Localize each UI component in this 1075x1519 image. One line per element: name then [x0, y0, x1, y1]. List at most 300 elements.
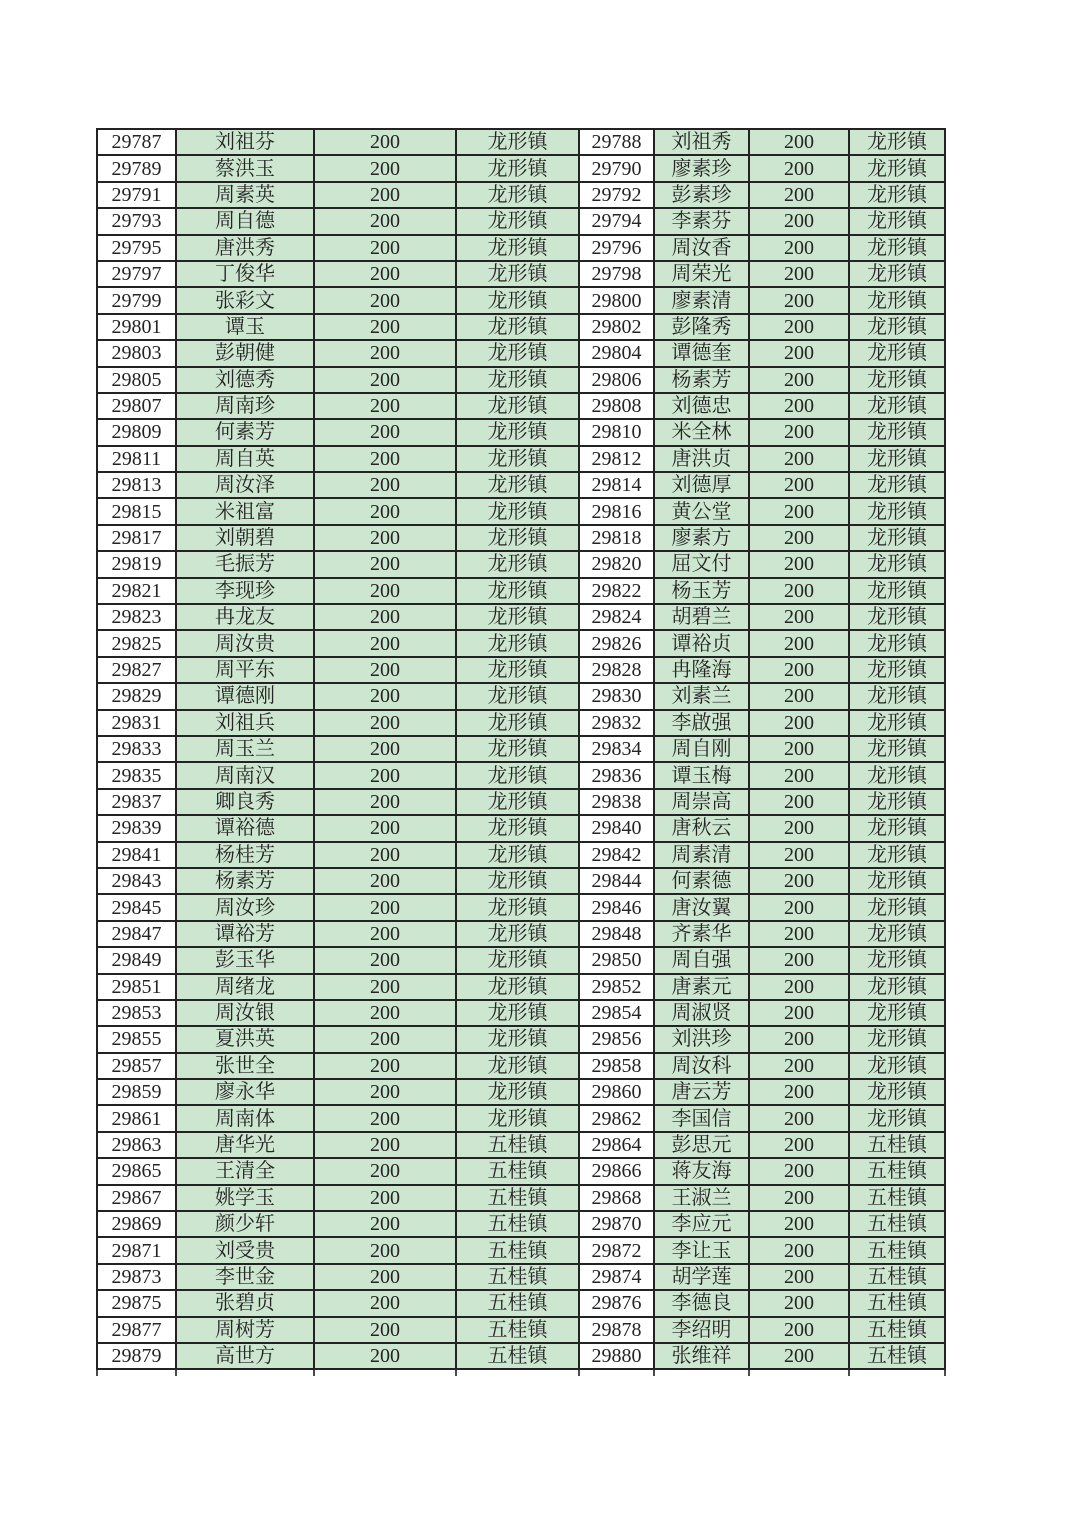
person-name-cell: 张维祥	[654, 1343, 749, 1369]
record-id-cell: 29853	[97, 1000, 176, 1026]
amount-cell: 200	[749, 578, 849, 604]
town-cell: 龙形镇	[456, 367, 579, 393]
amount-cell: 200	[314, 1343, 456, 1369]
town-cell: 龙形镇	[456, 1053, 579, 1079]
table-row	[97, 1079, 945, 1105]
person-name-cell: 刘德秀	[176, 367, 314, 393]
record-id-cell: 29859	[97, 1079, 176, 1105]
record-id-cell: 29791	[97, 182, 176, 208]
person-name-cell: 周自刚	[654, 736, 749, 762]
person-name-cell: 李世金	[176, 1264, 314, 1290]
next-page-column-border-stub	[848, 1370, 850, 1376]
person-name-cell: 谭德奎	[654, 340, 749, 366]
person-name-cell: 周汝泽	[176, 472, 314, 498]
amount-cell: 200	[314, 894, 456, 920]
record-id-cell: 29876	[579, 1290, 654, 1316]
town-cell: 龙形镇	[456, 894, 579, 920]
person-name-cell: 周崇高	[654, 789, 749, 815]
amount-cell: 200	[314, 393, 456, 419]
town-cell: 龙形镇	[849, 551, 945, 577]
record-id-cell: 29848	[579, 921, 654, 947]
record-id-cell: 29840	[579, 815, 654, 841]
town-cell: 龙形镇	[849, 657, 945, 683]
amount-cell: 200	[749, 815, 849, 841]
table-row	[97, 921, 945, 947]
amount-cell: 200	[314, 155, 456, 181]
amount-cell: 200	[749, 340, 849, 366]
amount-cell: 200	[314, 1132, 456, 1158]
record-id-cell: 29833	[97, 736, 176, 762]
town-cell: 龙形镇	[456, 446, 579, 472]
table-row	[97, 974, 945, 1000]
record-id-cell: 29862	[579, 1105, 654, 1131]
record-id-cell: 29798	[579, 261, 654, 287]
table-row	[97, 446, 945, 472]
record-id-cell: 29860	[579, 1079, 654, 1105]
record-id-cell: 29870	[579, 1211, 654, 1237]
record-id-cell: 29811	[97, 446, 176, 472]
person-name-cell: 廖永华	[176, 1079, 314, 1105]
amount-cell: 200	[749, 894, 849, 920]
amount-cell: 200	[749, 1317, 849, 1343]
ledger-table-container	[96, 128, 946, 1377]
person-name-cell: 杨素芳	[176, 868, 314, 894]
table-row	[97, 1317, 945, 1343]
town-cell: 龙形镇	[456, 498, 579, 524]
amount-cell: 200	[314, 736, 456, 762]
amount-cell: 200	[314, 1264, 456, 1290]
town-cell: 龙形镇	[456, 657, 579, 683]
amount-cell: 200	[749, 1053, 849, 1079]
record-id-cell: 29878	[579, 1317, 654, 1343]
amount-cell: 200	[314, 868, 456, 894]
town-cell: 五桂镇	[849, 1132, 945, 1158]
town-cell: 龙形镇	[456, 419, 579, 445]
town-cell: 龙形镇	[456, 578, 579, 604]
record-id-cell: 29807	[97, 393, 176, 419]
record-id-cell: 29868	[579, 1185, 654, 1211]
table-row	[97, 1343, 945, 1369]
amount-cell: 200	[749, 129, 849, 155]
amount-cell: 200	[749, 1158, 849, 1184]
amount-cell: 200	[314, 472, 456, 498]
amount-cell: 200	[314, 1000, 456, 1026]
record-id-cell: 29809	[97, 419, 176, 445]
town-cell: 五桂镇	[456, 1317, 579, 1343]
table-row	[97, 340, 945, 366]
town-cell: 龙形镇	[849, 894, 945, 920]
person-name-cell: 周玉兰	[176, 736, 314, 762]
record-id-cell: 29863	[97, 1132, 176, 1158]
town-cell: 龙形镇	[849, 947, 945, 973]
record-id-cell: 29816	[579, 498, 654, 524]
person-name-cell: 彭朝健	[176, 340, 314, 366]
record-id-cell: 29877	[97, 1317, 176, 1343]
record-id-cell: 29838	[579, 789, 654, 815]
amount-cell: 200	[314, 842, 456, 868]
town-cell: 龙形镇	[456, 393, 579, 419]
amount-cell: 200	[749, 1237, 849, 1263]
record-id-cell: 29879	[97, 1343, 176, 1369]
town-cell: 龙形镇	[849, 155, 945, 181]
record-id-cell: 29874	[579, 1264, 654, 1290]
town-cell: 龙形镇	[849, 525, 945, 551]
table-row	[97, 630, 945, 656]
amount-cell: 200	[749, 393, 849, 419]
town-cell: 龙形镇	[456, 683, 579, 709]
person-name-cell: 周自德	[176, 208, 314, 234]
record-id-cell: 29788	[579, 129, 654, 155]
table-row	[97, 419, 945, 445]
person-name-cell: 周汝贵	[176, 630, 314, 656]
record-id-cell: 29861	[97, 1105, 176, 1131]
amount-cell: 200	[314, 182, 456, 208]
town-cell: 龙形镇	[456, 235, 579, 261]
table-row	[97, 789, 945, 815]
person-name-cell: 唐洪秀	[176, 235, 314, 261]
amount-cell: 200	[749, 1264, 849, 1290]
record-id-cell: 29836	[579, 762, 654, 788]
town-cell: 五桂镇	[456, 1132, 579, 1158]
amount-cell: 200	[314, 208, 456, 234]
amount-cell: 200	[314, 683, 456, 709]
person-name-cell: 谭裕贞	[654, 630, 749, 656]
town-cell: 龙形镇	[849, 129, 945, 155]
amount-cell: 200	[749, 1290, 849, 1316]
record-id-cell: 29802	[579, 314, 654, 340]
table-row	[97, 551, 945, 577]
record-id-cell: 29852	[579, 974, 654, 1000]
person-name-cell: 杨桂芳	[176, 842, 314, 868]
town-cell: 龙形镇	[456, 815, 579, 841]
record-id-cell: 29812	[579, 446, 654, 472]
amount-cell: 200	[749, 630, 849, 656]
person-name-cell: 张碧贞	[176, 1290, 314, 1316]
record-id-cell: 29832	[579, 710, 654, 736]
town-cell: 龙形镇	[456, 551, 579, 577]
record-id-cell: 29828	[579, 657, 654, 683]
person-name-cell: 廖素珍	[654, 155, 749, 181]
amount-cell: 200	[749, 710, 849, 736]
town-cell: 龙形镇	[849, 498, 945, 524]
town-cell: 龙形镇	[849, 842, 945, 868]
person-name-cell: 张彩文	[176, 287, 314, 313]
person-name-cell: 谭玉	[176, 314, 314, 340]
record-id-cell: 29794	[579, 208, 654, 234]
person-name-cell: 唐云芳	[654, 1079, 749, 1105]
town-cell: 龙形镇	[849, 1079, 945, 1105]
person-name-cell: 冉隆海	[654, 657, 749, 683]
town-cell: 龙形镇	[456, 261, 579, 287]
amount-cell: 200	[749, 419, 849, 445]
town-cell: 龙形镇	[849, 393, 945, 419]
table-row	[97, 1211, 945, 1237]
record-id-cell: 29857	[97, 1053, 176, 1079]
amount-cell: 200	[314, 129, 456, 155]
person-name-cell: 刘受贵	[176, 1237, 314, 1263]
town-cell: 龙形镇	[456, 868, 579, 894]
record-id-cell: 29850	[579, 947, 654, 973]
town-cell: 五桂镇	[456, 1237, 579, 1263]
record-id-cell: 29834	[579, 736, 654, 762]
record-id-cell: 29864	[579, 1132, 654, 1158]
town-cell: 五桂镇	[849, 1264, 945, 1290]
amount-cell: 200	[749, 367, 849, 393]
town-cell: 龙形镇	[849, 314, 945, 340]
table-row	[97, 287, 945, 313]
record-id-cell: 29866	[579, 1158, 654, 1184]
person-name-cell: 彭思元	[654, 1132, 749, 1158]
record-id-cell: 29858	[579, 1053, 654, 1079]
next-page-column-border-stub	[455, 1370, 457, 1376]
person-name-cell: 周素英	[176, 182, 314, 208]
record-id-cell: 29865	[97, 1158, 176, 1184]
amount-cell: 200	[314, 1290, 456, 1316]
town-cell: 龙形镇	[456, 1105, 579, 1131]
table-row	[97, 1290, 945, 1316]
amount-cell: 200	[749, 762, 849, 788]
person-name-cell: 周素清	[654, 842, 749, 868]
record-id-cell: 29872	[579, 1237, 654, 1263]
table-row	[97, 314, 945, 340]
table-row	[97, 182, 945, 208]
record-id-cell: 29813	[97, 472, 176, 498]
person-name-cell: 李绍明	[654, 1317, 749, 1343]
person-name-cell: 夏洪英	[176, 1026, 314, 1052]
record-id-cell: 29818	[579, 525, 654, 551]
record-id-cell: 29867	[97, 1185, 176, 1211]
table-row	[97, 1105, 945, 1131]
record-id-cell: 29880	[579, 1343, 654, 1369]
town-cell: 龙形镇	[456, 762, 579, 788]
person-name-cell: 周平东	[176, 657, 314, 683]
record-id-cell: 29829	[97, 683, 176, 709]
person-name-cell: 唐汝翼	[654, 894, 749, 920]
amount-cell: 200	[314, 446, 456, 472]
amount-cell: 200	[749, 921, 849, 947]
record-id-cell: 29789	[97, 155, 176, 181]
next-page-column-border-stub	[96, 1370, 98, 1376]
amount-cell: 200	[749, 235, 849, 261]
town-cell: 龙形镇	[456, 340, 579, 366]
town-cell: 龙形镇	[456, 947, 579, 973]
town-cell: 龙形镇	[849, 208, 945, 234]
record-id-cell: 29839	[97, 815, 176, 841]
person-name-cell: 刘素兰	[654, 683, 749, 709]
person-name-cell: 周汝科	[654, 1053, 749, 1079]
person-name-cell: 唐素元	[654, 974, 749, 1000]
amount-cell: 200	[314, 235, 456, 261]
record-id-cell: 29824	[579, 604, 654, 630]
person-name-cell: 刘朝碧	[176, 525, 314, 551]
amount-cell: 200	[749, 1105, 849, 1131]
table-row	[97, 1000, 945, 1026]
amount-cell: 200	[749, 261, 849, 287]
amount-cell: 200	[314, 657, 456, 683]
record-id-cell: 29830	[579, 683, 654, 709]
person-name-cell: 刘德厚	[654, 472, 749, 498]
town-cell: 龙形镇	[849, 630, 945, 656]
amount-cell: 200	[749, 314, 849, 340]
amount-cell: 200	[314, 498, 456, 524]
table-row	[97, 710, 945, 736]
amount-cell: 200	[314, 1317, 456, 1343]
table-row	[97, 736, 945, 762]
town-cell: 五桂镇	[849, 1317, 945, 1343]
amount-cell: 200	[749, 947, 849, 973]
table-row	[97, 762, 945, 788]
person-name-cell: 李应元	[654, 1211, 749, 1237]
record-id-cell: 29801	[97, 314, 176, 340]
person-name-cell: 谭德刚	[176, 683, 314, 709]
record-id-cell: 29847	[97, 921, 176, 947]
record-id-cell: 29814	[579, 472, 654, 498]
amount-cell: 200	[314, 314, 456, 340]
town-cell: 龙形镇	[849, 419, 945, 445]
person-name-cell: 周南体	[176, 1105, 314, 1131]
table-row	[97, 1026, 945, 1052]
person-name-cell: 王清全	[176, 1158, 314, 1184]
town-cell: 龙形镇	[456, 182, 579, 208]
amount-cell: 200	[314, 1185, 456, 1211]
amount-cell: 200	[314, 1237, 456, 1263]
amount-cell: 200	[314, 710, 456, 736]
town-cell: 龙形镇	[849, 367, 945, 393]
amount-cell: 200	[314, 1158, 456, 1184]
person-name-cell: 李现珍	[176, 578, 314, 604]
town-cell: 龙形镇	[849, 446, 945, 472]
amount-cell: 200	[749, 498, 849, 524]
record-id-cell: 29846	[579, 894, 654, 920]
town-cell: 五桂镇	[849, 1185, 945, 1211]
person-name-cell: 杨素芳	[654, 367, 749, 393]
town-cell: 龙形镇	[456, 1026, 579, 1052]
amount-cell: 200	[314, 921, 456, 947]
next-page-column-border-stub	[578, 1370, 580, 1376]
record-id-cell: 29854	[579, 1000, 654, 1026]
amount-cell: 200	[314, 630, 456, 656]
record-id-cell: 29843	[97, 868, 176, 894]
record-id-cell: 29822	[579, 578, 654, 604]
amount-cell: 200	[749, 736, 849, 762]
next-page-column-border-stub	[944, 1370, 946, 1376]
record-id-cell: 29806	[579, 367, 654, 393]
person-name-cell: 李素芬	[654, 208, 749, 234]
town-cell: 龙形镇	[849, 182, 945, 208]
town-cell: 龙形镇	[849, 974, 945, 1000]
amount-cell: 200	[749, 657, 849, 683]
table-row	[97, 525, 945, 551]
town-cell: 龙形镇	[456, 1079, 579, 1105]
amount-cell: 200	[749, 287, 849, 313]
person-name-cell: 颜少轩	[176, 1211, 314, 1237]
amount-cell: 200	[314, 340, 456, 366]
record-id-cell: 29815	[97, 498, 176, 524]
record-id-cell: 29805	[97, 367, 176, 393]
table-row	[97, 947, 945, 973]
person-name-cell: 彭隆秀	[654, 314, 749, 340]
amount-cell: 200	[749, 525, 849, 551]
town-cell: 龙形镇	[849, 789, 945, 815]
amount-cell: 200	[749, 155, 849, 181]
table-row	[97, 1237, 945, 1263]
person-name-cell: 刘祖兵	[176, 710, 314, 736]
person-name-cell: 周南珍	[176, 393, 314, 419]
town-cell: 龙形镇	[849, 261, 945, 287]
person-name-cell: 李国信	[654, 1105, 749, 1131]
town-cell: 龙形镇	[849, 1105, 945, 1131]
table-row	[97, 1185, 945, 1211]
person-name-cell: 周树芳	[176, 1317, 314, 1343]
record-id-cell: 29844	[579, 868, 654, 894]
record-id-cell: 29799	[97, 287, 176, 313]
table-row	[97, 498, 945, 524]
town-cell: 五桂镇	[456, 1211, 579, 1237]
record-id-cell: 29803	[97, 340, 176, 366]
person-name-cell: 刘洪珍	[654, 1026, 749, 1052]
record-id-cell: 29810	[579, 419, 654, 445]
record-id-cell: 29790	[579, 155, 654, 181]
record-id-cell: 29826	[579, 630, 654, 656]
person-name-cell: 胡碧兰	[654, 604, 749, 630]
record-id-cell: 29842	[579, 842, 654, 868]
record-id-cell: 29800	[579, 287, 654, 313]
person-name-cell: 李让玉	[654, 1237, 749, 1263]
next-page-column-border-stub	[175, 1370, 177, 1376]
town-cell: 龙形镇	[849, 1000, 945, 1026]
town-cell: 龙形镇	[849, 340, 945, 366]
person-name-cell: 周南汉	[176, 762, 314, 788]
person-name-cell: 周绪龙	[176, 974, 314, 1000]
record-id-cell: 29837	[97, 789, 176, 815]
person-name-cell: 姚学玉	[176, 1185, 314, 1211]
amount-cell: 200	[314, 762, 456, 788]
amount-cell: 200	[314, 815, 456, 841]
ledger-table	[96, 128, 946, 1370]
amount-cell: 200	[314, 367, 456, 393]
amount-cell: 200	[314, 1026, 456, 1052]
table-row	[97, 393, 945, 419]
person-name-cell: 周汝银	[176, 1000, 314, 1026]
amount-cell: 200	[314, 789, 456, 815]
amount-cell: 200	[314, 604, 456, 630]
record-id-cell: 29835	[97, 762, 176, 788]
table-row	[97, 894, 945, 920]
town-cell: 龙形镇	[456, 287, 579, 313]
person-name-cell: 廖素清	[654, 287, 749, 313]
person-name-cell: 何素芳	[176, 419, 314, 445]
person-name-cell: 胡学莲	[654, 1264, 749, 1290]
record-id-cell: 29871	[97, 1237, 176, 1263]
person-name-cell: 蔡洪玉	[176, 155, 314, 181]
person-name-cell: 毛振芳	[176, 551, 314, 577]
record-id-cell: 29845	[97, 894, 176, 920]
amount-cell: 200	[749, 604, 849, 630]
amount-cell: 200	[749, 1185, 849, 1211]
next-page-row-stub	[96, 1370, 944, 1377]
amount-cell: 200	[749, 472, 849, 498]
table-row	[97, 155, 945, 181]
person-name-cell: 彭玉华	[176, 947, 314, 973]
person-name-cell: 廖素方	[654, 525, 749, 551]
town-cell: 五桂镇	[849, 1158, 945, 1184]
record-id-cell: 29817	[97, 525, 176, 551]
record-id-cell: 29856	[579, 1026, 654, 1052]
person-name-cell: 周淑贤	[654, 1000, 749, 1026]
town-cell: 龙形镇	[849, 472, 945, 498]
town-cell: 五桂镇	[849, 1211, 945, 1237]
record-id-cell: 29787	[97, 129, 176, 155]
